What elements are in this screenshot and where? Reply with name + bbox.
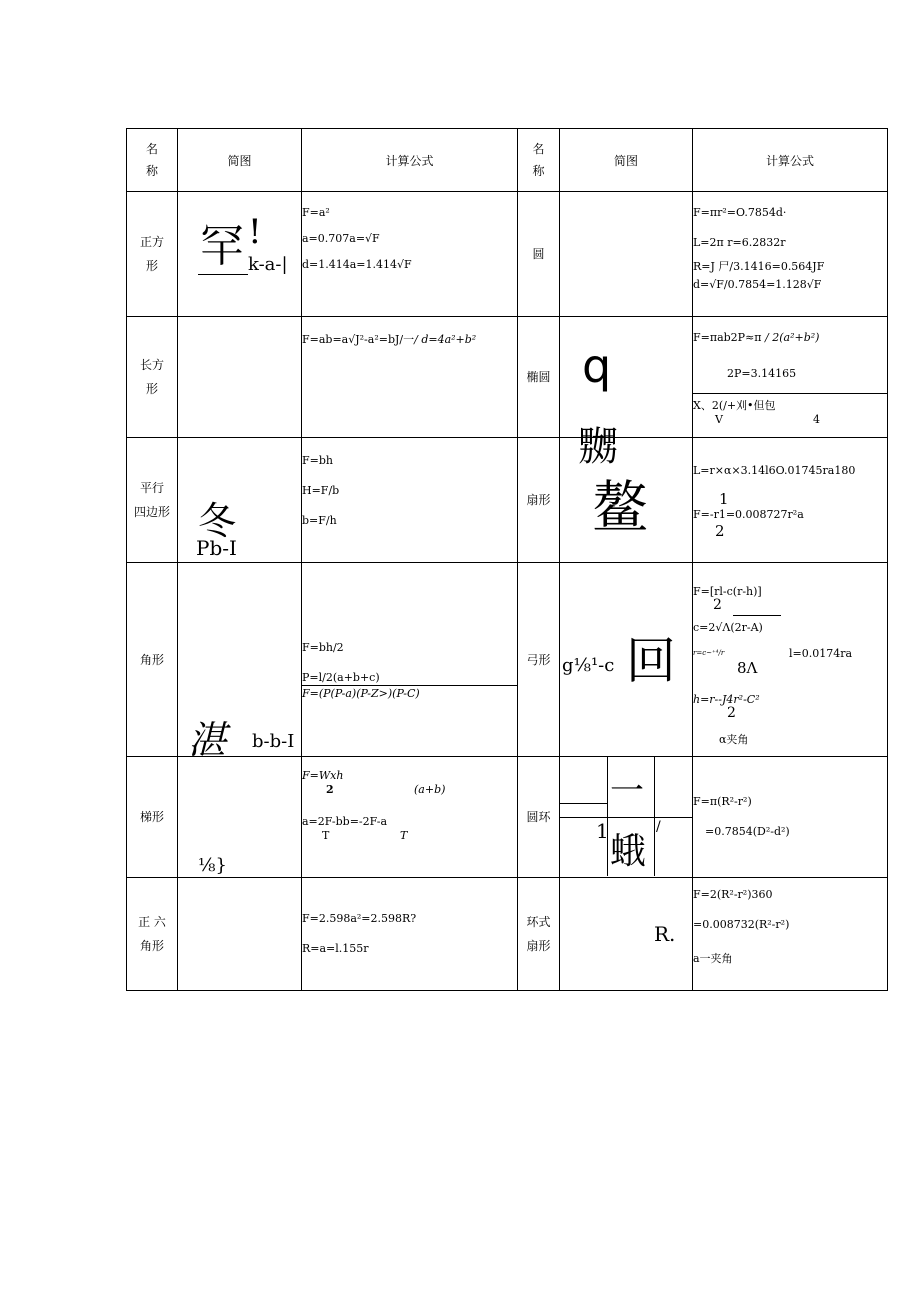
- name-rectangle: 长方 形: [127, 317, 178, 438]
- formula-annular-sector: [693, 878, 888, 991]
- name-circle: 圆: [518, 192, 560, 317]
- sketch-square-label: k-a-|: [248, 254, 288, 275]
- formula-line: 1: [719, 490, 729, 508]
- sketch-triangle-label: b-b-I: [252, 731, 295, 752]
- header-sketch-left: 简图: [178, 129, 302, 192]
- sketch-annulus-glyph-bottom: 蛾: [610, 831, 647, 872]
- formula-line: h=r--J4r²-C²: [693, 693, 760, 706]
- formula-segment: [693, 563, 888, 757]
- formula-line: R=J 尸/3.1416=0.564JF: [693, 260, 825, 273]
- sketch-circle: [560, 192, 693, 317]
- table-row: [127, 192, 888, 317]
- formula-line: (a+b): [414, 783, 446, 796]
- formula-hexagon: [302, 878, 518, 991]
- table-row: [127, 438, 888, 563]
- sketch-sector: [560, 438, 693, 563]
- sketch-segment-glyph: 回: [626, 632, 676, 690]
- formula-line: =0.008732(R²-r²): [693, 918, 790, 931]
- sketch-ellipse-glyph: q: [582, 339, 612, 393]
- formula-table: [126, 128, 888, 991]
- formula-line: P=l/2(a+b+c): [302, 671, 380, 684]
- sketch-triangle-glyph: 湛: [188, 718, 227, 762]
- formula-line: F=bh: [302, 454, 333, 467]
- name-square: 正方 形: [127, 192, 178, 317]
- header-name-right: 名 称: [518, 129, 560, 192]
- header-sketch-right: 简图: [560, 129, 693, 192]
- formula-annulus: [693, 757, 888, 878]
- formula-line: F=2(R²-r²)360: [693, 888, 773, 901]
- sketch-hexagon: [178, 878, 302, 991]
- sketch-annular-sector: [560, 878, 693, 991]
- sketch-ellipse-glyph-2: 嬲: [578, 424, 618, 470]
- formula-line: =0.7854(D²-d²): [705, 825, 790, 838]
- formula-line: c=2√Λ(2r-A): [693, 621, 763, 634]
- sketch-annulus-num: 1: [596, 819, 609, 843]
- formula-line: F=πab2P≈π / 2(a²+b²): [693, 331, 820, 344]
- name-hexagon: 正 六 角形: [127, 878, 178, 991]
- formula-line: F=πr²=O.7854d·: [693, 206, 787, 219]
- formula-divider: [302, 685, 518, 686]
- name-annulus: 圆环: [518, 757, 560, 878]
- formula-triangle: [302, 563, 518, 757]
- formula-divider: [693, 393, 888, 394]
- formula-line: F=2.598a²=2.598R?: [302, 912, 417, 925]
- name-sector: 扇形: [518, 438, 560, 563]
- sketch-square-glyph: 罕: [200, 221, 244, 272]
- sketch-sector-glyph: 鳌: [592, 476, 648, 541]
- formula-line: F=-r1=0.008727r²a: [693, 508, 804, 521]
- name-annular-sector: 环式 扇形: [518, 878, 560, 991]
- formula-line: 2: [713, 597, 722, 613]
- formula-trapezoid: [302, 757, 518, 878]
- name-trapezoid: 梯形: [127, 757, 178, 878]
- formula-line: T: [400, 829, 408, 842]
- formula-line: l=0.0174ra: [789, 647, 853, 660]
- sketch-annular-sector-label: R.: [654, 922, 676, 946]
- formula-sector: [693, 438, 888, 563]
- sketch-trapezoid: [178, 757, 302, 878]
- sketch-ellipse: [560, 317, 693, 470]
- sketch-rectangle: [178, 317, 302, 438]
- formula-line: b=F/h: [302, 514, 337, 527]
- sketch-trapezoid-label: ⅛}: [198, 855, 227, 876]
- sketch-triangle: [178, 563, 302, 762]
- formula-ellipse: [693, 317, 888, 438]
- formula-line: α夹角: [719, 733, 749, 746]
- formula-line: 4: [813, 413, 820, 426]
- formula-line: r=c~⁺⁴/r: [693, 649, 725, 657]
- header-formula-right: 计算公式: [693, 129, 888, 192]
- sketch-segment-label: g⅛¹-c: [562, 655, 615, 676]
- formula-circle: [693, 192, 888, 317]
- sketch-annulus-slash: /: [656, 819, 661, 835]
- sketch-annulus-glyph-top: 一: [610, 771, 644, 811]
- formula-divider: [733, 615, 781, 616]
- formula-line: L=2π r=6.2832r: [693, 236, 786, 249]
- header-formula-left: 计算公式: [302, 129, 518, 192]
- formula-line: 2P=3.14165: [727, 367, 797, 380]
- name-triangle: 角形: [127, 563, 178, 757]
- formula-line: 2: [715, 522, 725, 540]
- sketch-parallelogram-glyph: 冬: [198, 499, 237, 543]
- name-parallelogram: 平行 四边形: [127, 438, 178, 563]
- formula-line: 8Λ: [737, 659, 758, 677]
- formula-rectangle: [302, 317, 518, 438]
- sketch-annulus-line: [560, 817, 693, 818]
- formula-line: F=(P(P-a)(P-Z>)(P-C): [302, 687, 420, 700]
- formula-line: V: [715, 413, 723, 426]
- name-segment: 弓形: [518, 563, 560, 757]
- table-row: [127, 317, 888, 438]
- formula-line: F=bh/2: [302, 641, 344, 654]
- formula-line: F=Wxh: [302, 769, 344, 782]
- sketch-square-mark: !: [248, 212, 262, 252]
- sketch-segment: [560, 563, 693, 757]
- formula-line: a=0.707a=√F: [302, 232, 380, 245]
- formula-line: F=a²: [302, 206, 330, 219]
- formula-line: F=π(R²-r²): [693, 795, 752, 808]
- formula-line: L=r×α×3.14l6O.01745ra180: [693, 464, 856, 477]
- formula-line: T: [322, 829, 330, 842]
- formula-line: a一夹角: [693, 952, 733, 965]
- formula-parallelogram: [302, 438, 518, 563]
- sketch-annulus-line: [560, 803, 607, 804]
- formula-square: [302, 192, 518, 317]
- table-row: [127, 878, 888, 991]
- sketch-parallelogram: [178, 438, 302, 563]
- sketch-annulus: [560, 757, 693, 878]
- formula-line: X、2(/+刈•但包: [693, 399, 776, 412]
- header-row: [127, 129, 888, 192]
- formula-line: F=[rl-c(r-h)]: [693, 585, 762, 598]
- formula-line: F=ab=a√J²-a²=bJ/一/ d=4a²+b²: [302, 333, 477, 346]
- formula-line: 2: [727, 705, 736, 721]
- formula-line: d=√F/0.7854=1.128√F: [693, 278, 822, 291]
- formula-line: H=F/b: [302, 484, 340, 497]
- sketch-square: [178, 192, 302, 317]
- name-ellipse: 椭圆: [518, 317, 560, 438]
- formula-line: a=2F-bb=-2F-a: [302, 815, 388, 828]
- sketch-square-line: [198, 274, 248, 275]
- formula-line: d=1.414a=1.414√F: [302, 258, 412, 271]
- header-name-left: 名 称: [127, 129, 178, 192]
- table-row: [127, 563, 888, 757]
- formula-line: 2: [326, 783, 334, 796]
- sketch-parallelogram-label: Pb-I: [196, 536, 237, 560]
- formula-line: R=a=l.155r: [302, 942, 369, 955]
- table-row: [127, 757, 888, 878]
